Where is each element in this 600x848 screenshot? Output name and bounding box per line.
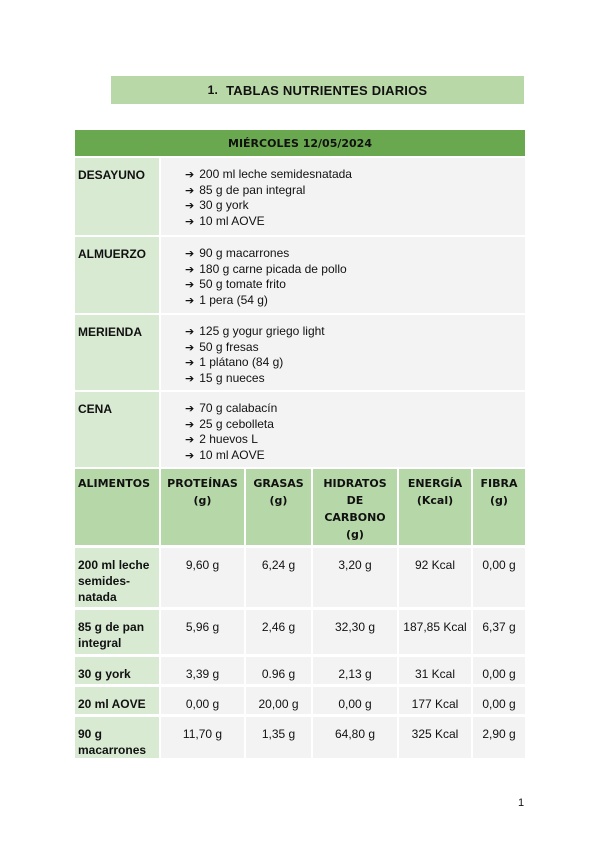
list-item: ➔ 50 g fresas bbox=[185, 339, 259, 354]
energia-cell: 177 Kcal bbox=[399, 684, 471, 714]
arrow-right-icon: ➔ bbox=[185, 402, 195, 415]
hidratos-cell: 0,00 g bbox=[313, 684, 397, 714]
table-header-row bbox=[75, 469, 525, 545]
list-item: ➔ 85 g de pan integral bbox=[185, 182, 306, 197]
grasas-cell: 0.96 g bbox=[246, 654, 311, 684]
proteinas-cell: 3,39 g bbox=[161, 654, 244, 684]
arrow-right-icon: ➔ bbox=[185, 183, 195, 197]
energia-cell: 92 Kcal bbox=[399, 545, 471, 607]
meal-row-cena bbox=[75, 392, 525, 467]
grasas-cell: 2,46 g bbox=[246, 607, 311, 654]
arrow-right-icon: ➔ bbox=[185, 356, 195, 370]
meal-items bbox=[161, 158, 525, 235]
fibra-cell: 2,90 g bbox=[473, 714, 525, 758]
energia-cell: 187,85 Kcal bbox=[399, 607, 471, 654]
hidratos-cell: 2,13 g bbox=[313, 654, 397, 684]
food-cell: 200 ml leche semides-natada bbox=[75, 545, 159, 607]
table-row bbox=[75, 607, 525, 654]
fibra-cell: 0,00 g bbox=[473, 684, 525, 714]
hidratos-cell: 3,20 g bbox=[313, 545, 397, 607]
meal-label: MERIENDA bbox=[75, 315, 159, 390]
proteinas-cell: 9,60 g bbox=[161, 545, 244, 607]
list-item: ➔ 50 g tomate frito bbox=[185, 277, 286, 292]
list-item: ➔ 25 g cebolleta bbox=[185, 416, 274, 431]
list-item: ➔ 15 g nueces bbox=[185, 370, 265, 385]
list-item: ➔ 125 g yogur griego light bbox=[185, 324, 325, 338]
arrow-right-icon: ➔ bbox=[185, 168, 195, 181]
arrow-right-icon: ➔ bbox=[185, 433, 195, 447]
day-header: MIÉRCOLES 12/05/2024 bbox=[75, 130, 525, 156]
energia-cell: 325 Kcal bbox=[399, 714, 471, 758]
arrow-right-icon: ➔ bbox=[185, 448, 195, 462]
table-row bbox=[75, 684, 525, 714]
list-item: ➔ 1 pera (54 g) bbox=[185, 292, 268, 307]
column-header-fibra: FIBRA (g) bbox=[473, 469, 525, 545]
section-title bbox=[111, 76, 524, 104]
fibra-cell: 0,00 g bbox=[473, 545, 525, 607]
list-item: ➔ 1 plátano (84 g) bbox=[185, 355, 284, 370]
meal-row-merienda bbox=[75, 315, 525, 390]
list-item: ➔ 10 ml AOVE bbox=[185, 447, 265, 462]
section-title-text: TABLAS NUTRIENTES DIARIOS bbox=[226, 82, 428, 98]
meal-label: CENA bbox=[75, 392, 159, 467]
meal-items bbox=[161, 315, 525, 390]
grasas-cell: 20,00 g bbox=[246, 684, 311, 714]
proteinas-cell: 11,70 g bbox=[161, 714, 244, 758]
list-item: ➔ 10 ml AOVE bbox=[185, 213, 265, 228]
column-header-energia: ENERGÍA (Kcal) bbox=[399, 469, 471, 545]
column-header-proteinas: PROTEÍNAS (g) bbox=[161, 469, 244, 545]
table-row bbox=[75, 654, 525, 684]
section-number: 1. bbox=[207, 83, 219, 97]
hidratos-cell: 32,30 g bbox=[313, 607, 397, 654]
column-header-alimentos: ALIMENTOS bbox=[75, 469, 159, 545]
column-header-grasas: GRASAS (g) bbox=[246, 469, 311, 545]
grasas-cell: 6,24 g bbox=[246, 545, 311, 607]
table-row bbox=[75, 714, 525, 758]
meal-items bbox=[161, 392, 525, 467]
arrow-right-icon: ➔ bbox=[185, 214, 195, 228]
list-item: ➔ 180 g carne picada de pollo bbox=[185, 261, 347, 276]
food-cell: 30 g york bbox=[75, 654, 159, 684]
food-cell: 85 g de pan integral bbox=[75, 607, 159, 654]
arrow-right-icon: ➔ bbox=[185, 262, 195, 276]
fibra-cell: 0,00 g bbox=[473, 654, 525, 684]
arrow-right-icon: ➔ bbox=[185, 278, 195, 292]
arrow-right-icon: ➔ bbox=[185, 371, 195, 385]
meal-label: ALMUERZO bbox=[75, 237, 159, 313]
arrow-right-icon: ➔ bbox=[185, 247, 195, 260]
list-item: ➔ 2 huevos L bbox=[185, 432, 258, 447]
arrow-right-icon: ➔ bbox=[185, 293, 195, 307]
nutrition-table bbox=[73, 469, 527, 758]
food-cell: 90 g macarrones bbox=[75, 714, 159, 758]
grasas-cell: 1,35 g bbox=[246, 714, 311, 758]
hidratos-cell: 64,80 g bbox=[313, 714, 397, 758]
fibra-cell: 6,37 g bbox=[473, 607, 525, 654]
list-item: ➔ 70 g calabacín bbox=[185, 401, 278, 415]
list-item: ➔ 200 ml leche semidesnatada bbox=[185, 167, 352, 181]
column-header-hidratos: HIDRATOS DE CARBONO (g) bbox=[313, 469, 397, 545]
energia-cell: 31 Kcal bbox=[399, 654, 471, 684]
page-number: 1 bbox=[518, 797, 525, 809]
meal-row-desayuno bbox=[75, 158, 525, 235]
arrow-right-icon: ➔ bbox=[185, 325, 195, 338]
table-row bbox=[75, 545, 525, 607]
list-item: ➔ 30 g york bbox=[185, 198, 249, 213]
arrow-right-icon: ➔ bbox=[185, 340, 195, 354]
meal-label: DESAYUNO bbox=[75, 158, 159, 235]
meal-row-almuerzo bbox=[75, 237, 525, 313]
list-item: ➔ 90 g macarrones bbox=[185, 246, 290, 260]
arrow-right-icon: ➔ bbox=[185, 199, 195, 213]
food-cell: 20 ml AOVE bbox=[75, 684, 159, 714]
arrow-right-icon: ➔ bbox=[185, 417, 195, 431]
meal-items bbox=[161, 237, 525, 313]
proteinas-cell: 5,96 g bbox=[161, 607, 244, 654]
proteinas-cell: 0,00 g bbox=[161, 684, 244, 714]
